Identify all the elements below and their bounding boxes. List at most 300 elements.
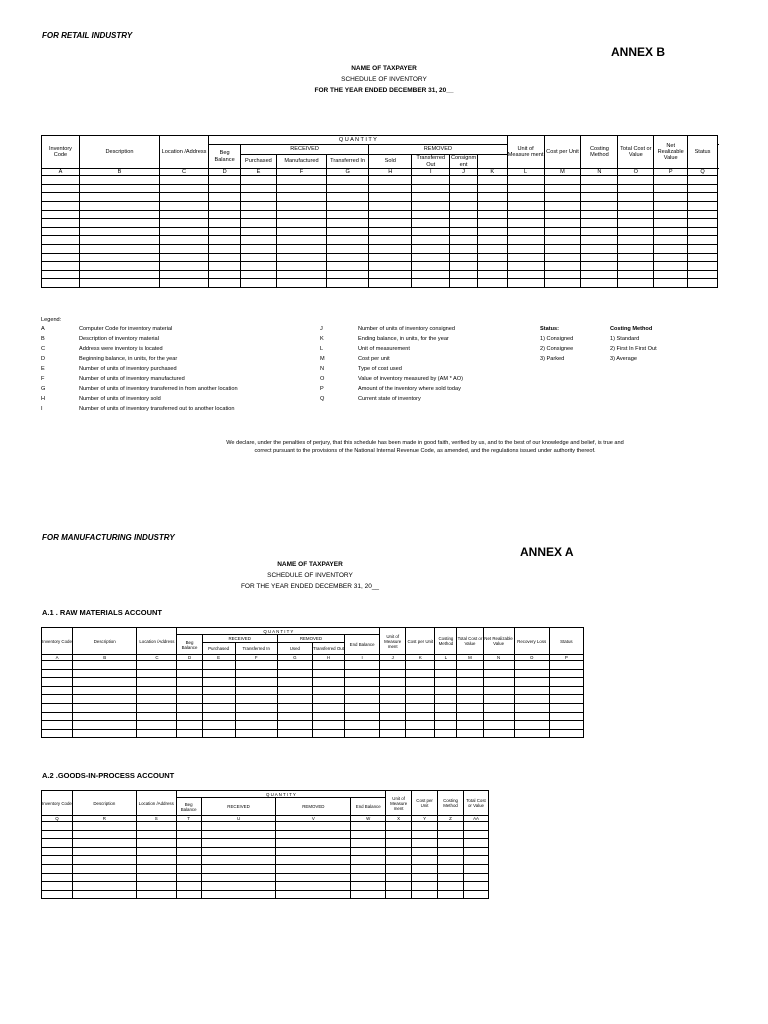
column-letter: M — [457, 655, 483, 661]
received-header: RECEIVED — [202, 635, 277, 643]
table-cell — [201, 822, 276, 831]
table-cell — [201, 830, 276, 839]
column-letter: M — [544, 169, 581, 176]
column-header: Description — [72, 791, 136, 816]
table-cell — [176, 839, 201, 848]
table-cell — [463, 847, 488, 856]
table-cell — [240, 270, 276, 279]
table-cell — [159, 262, 208, 271]
table-cell — [450, 184, 478, 193]
table-cell — [477, 193, 507, 202]
table-cell — [450, 210, 478, 219]
table-cell — [73, 703, 137, 712]
table-cell — [618, 236, 654, 245]
quantity-header: Q U A N T I T Y — [177, 628, 380, 635]
table-cell — [435, 729, 457, 738]
table-cell — [507, 210, 544, 219]
legend-key: O — [320, 376, 325, 382]
table-cell — [159, 245, 208, 254]
table-cell — [345, 686, 380, 695]
table-cell — [276, 830, 351, 839]
table-cell — [507, 245, 544, 254]
column-letter: R — [72, 816, 136, 822]
table-row — [42, 202, 718, 211]
column-header: Net Realizable Value — [483, 628, 514, 655]
table-cell — [450, 262, 478, 271]
table-cell — [412, 219, 450, 228]
table-cell — [277, 661, 312, 670]
table-row — [42, 176, 718, 185]
column-header: Total Cost or Value — [618, 136, 654, 169]
quantity-header: Q U A N T I T Y — [209, 136, 507, 145]
column-letter: W — [351, 816, 386, 822]
table-cell — [380, 695, 406, 704]
table-cell — [159, 184, 208, 193]
table-cell — [42, 678, 73, 687]
table-cell — [42, 236, 80, 245]
table-cell — [345, 661, 380, 670]
table-cell — [202, 678, 235, 687]
table-row — [42, 136, 718, 145]
table-cell — [544, 245, 581, 254]
table-cell — [514, 678, 549, 687]
table-cell — [477, 262, 507, 271]
table-cell — [327, 184, 369, 193]
table-cell — [73, 678, 137, 687]
table-cell — [201, 882, 276, 891]
table-cell — [72, 847, 136, 856]
table-cell — [369, 253, 412, 262]
table-cell — [276, 202, 326, 211]
table-cell — [380, 703, 406, 712]
table-cell — [438, 856, 464, 865]
table-cell — [79, 279, 159, 288]
table-cell — [42, 873, 73, 882]
table-cell — [235, 686, 277, 695]
costing-legend — [610, 324, 657, 364]
column-header: Transferred In — [327, 155, 369, 169]
table-cell — [79, 262, 159, 271]
table-cell — [507, 193, 544, 202]
letter-row — [42, 169, 718, 176]
table-cell — [73, 661, 137, 670]
table-cell — [235, 695, 277, 704]
column-letter: L — [435, 655, 457, 661]
table-cell — [176, 847, 201, 856]
table-cell — [618, 193, 654, 202]
table-cell — [688, 270, 718, 279]
table-cell — [386, 882, 412, 891]
table-cell — [136, 856, 176, 865]
table-cell — [277, 678, 312, 687]
table-cell — [276, 839, 351, 848]
column-letter: I — [345, 655, 380, 661]
table-cell — [463, 864, 488, 873]
costing-method-item: 2) First In First Out — [610, 346, 657, 352]
column-letter: H — [369, 169, 412, 176]
table-cell — [159, 236, 208, 245]
table-cell — [137, 695, 177, 704]
table-cell — [581, 184, 618, 193]
table-cell — [369, 176, 412, 185]
table-cell — [201, 856, 276, 865]
table-cell — [514, 712, 549, 721]
table-cell — [42, 695, 73, 704]
table-cell — [42, 661, 73, 670]
table-cell — [457, 712, 483, 721]
table-cell — [79, 210, 159, 219]
table-cell — [549, 712, 583, 721]
legend-key: E — [41, 366, 45, 372]
column-header: Location /Address — [136, 791, 176, 816]
table-cell — [136, 847, 176, 856]
goods-in-process-table — [41, 790, 489, 899]
column-letter: A — [42, 655, 73, 661]
table-cell — [438, 882, 464, 891]
table-cell — [412, 830, 438, 839]
table-cell — [688, 262, 718, 271]
column-header: End Balance — [345, 635, 380, 655]
table-cell — [688, 236, 718, 245]
table-cell — [438, 830, 464, 839]
table-cell — [507, 219, 544, 228]
table-cell — [380, 678, 406, 687]
table-cell — [406, 661, 435, 670]
table-cell — [450, 253, 478, 262]
table-cell — [654, 210, 688, 219]
table-cell — [42, 270, 80, 279]
column-header: Costing Method — [581, 136, 618, 169]
table-cell — [177, 661, 202, 670]
table-cell — [240, 236, 276, 245]
table-row — [42, 822, 489, 831]
table-cell — [654, 253, 688, 262]
table-cell — [477, 219, 507, 228]
table-cell — [327, 219, 369, 228]
table-cell — [42, 703, 73, 712]
received-header: RECEIVED — [240, 145, 368, 155]
declaration-line-2: correct pursuant to the provisions of the National Internal Revenue Code, as amended, and the regulations issued under authority thereof. — [254, 447, 596, 454]
legend-item — [320, 394, 463, 404]
table-cell — [406, 669, 435, 678]
table-cell — [386, 830, 412, 839]
table-cell — [209, 202, 241, 211]
table-cell — [276, 882, 351, 891]
column-header: Transferred Out — [312, 643, 344, 655]
table-cell — [380, 661, 406, 670]
table-cell — [483, 678, 514, 687]
table-cell — [276, 279, 326, 288]
table-cell — [159, 210, 208, 219]
table-cell — [549, 703, 583, 712]
table-cell — [136, 830, 176, 839]
table-cell — [202, 695, 235, 704]
table-cell — [581, 253, 618, 262]
column-letter: B — [73, 655, 137, 661]
table-cell — [544, 193, 581, 202]
column-letter: C — [137, 655, 177, 661]
table-cell — [312, 678, 344, 687]
legend-key: P — [320, 386, 324, 392]
table-cell — [507, 202, 544, 211]
table-cell — [201, 864, 276, 873]
table-cell — [312, 712, 344, 721]
table-cell — [618, 245, 654, 254]
table-cell — [202, 729, 235, 738]
table-cell — [72, 882, 136, 891]
table-cell — [435, 712, 457, 721]
table-cell — [327, 245, 369, 254]
column-letter: X — [386, 816, 412, 822]
column-header: Inventory Code — [42, 136, 80, 169]
table-cell — [386, 873, 412, 882]
legend-desc: Current state of inventory — [358, 396, 421, 402]
table-cell — [72, 890, 136, 899]
table-cell — [549, 686, 583, 695]
table-cell — [435, 703, 457, 712]
column-letter: O — [514, 655, 549, 661]
table-row — [42, 712, 584, 721]
legend-title: Legend: — [41, 317, 62, 323]
table-cell — [345, 678, 380, 687]
column-letter: A — [42, 169, 80, 176]
table-cell — [42, 890, 73, 899]
table-cell — [412, 262, 450, 271]
column-header: Beg Balance — [177, 635, 202, 655]
table-cell — [463, 882, 488, 891]
table-cell — [457, 721, 483, 730]
table-cell — [240, 184, 276, 193]
table-cell — [176, 856, 201, 865]
table-cell — [581, 279, 618, 288]
table-cell — [581, 193, 618, 202]
table-cell — [412, 176, 450, 185]
table-cell — [79, 184, 159, 193]
table-cell — [72, 839, 136, 848]
costing-method-title: Costing Method — [610, 326, 653, 332]
table-cell — [654, 279, 688, 288]
table-cell — [412, 270, 450, 279]
table-cell — [42, 721, 73, 730]
table-cell — [277, 721, 312, 730]
column-letter: N — [483, 655, 514, 661]
table-row — [42, 262, 718, 271]
table-cell — [327, 176, 369, 185]
column-letter: V — [276, 816, 351, 822]
removed-header: REMOVED — [369, 145, 507, 155]
table-cell — [276, 270, 326, 279]
column-header: Transferred Out — [412, 155, 450, 169]
table-cell — [618, 253, 654, 262]
table-cell — [450, 202, 478, 211]
table-cell — [209, 184, 241, 193]
table-row — [42, 729, 584, 738]
table-cell — [72, 830, 136, 839]
raw-materials-title: A.1 . RAW MATERIALS ACCOUNT — [42, 608, 162, 617]
column-header: RECEIVED — [201, 798, 276, 816]
table-cell — [159, 253, 208, 262]
table-cell — [507, 236, 544, 245]
table-cell — [386, 822, 412, 831]
table-cell — [276, 184, 326, 193]
table-row — [42, 678, 584, 687]
table-cell — [277, 712, 312, 721]
table-cell — [514, 661, 549, 670]
table-cell — [688, 253, 718, 262]
table-cell — [477, 245, 507, 254]
table-cell — [177, 703, 202, 712]
table-row — [42, 236, 718, 245]
legend-key: K — [320, 336, 324, 342]
table-cell — [369, 227, 412, 236]
table-row — [42, 830, 489, 839]
table-cell — [507, 184, 544, 193]
table-cell — [581, 236, 618, 245]
table-cell — [483, 669, 514, 678]
table-cell — [136, 864, 176, 873]
table-cell — [276, 890, 351, 899]
table-cell — [73, 686, 137, 695]
column-letter: G — [277, 655, 312, 661]
table-row — [42, 253, 718, 262]
taxpayer-name: NAME OF TAXPAYER — [351, 65, 417, 72]
table-cell — [549, 661, 583, 670]
table-cell — [276, 227, 326, 236]
table-cell — [351, 882, 386, 891]
table-cell — [345, 703, 380, 712]
table-cell — [136, 890, 176, 899]
table-cell — [483, 721, 514, 730]
table-row — [42, 279, 718, 288]
column-header: Used — [277, 643, 312, 655]
table-cell — [201, 839, 276, 848]
table-cell — [79, 253, 159, 262]
table-cell — [477, 270, 507, 279]
table-cell — [79, 176, 159, 185]
table-cell — [581, 245, 618, 254]
table-cell — [463, 830, 488, 839]
table-cell — [406, 686, 435, 695]
table-cell — [618, 279, 654, 288]
table-cell — [276, 822, 351, 831]
table-cell — [581, 210, 618, 219]
table-cell — [412, 227, 450, 236]
table-cell — [369, 219, 412, 228]
table-cell — [463, 856, 488, 865]
column-letter: K — [477, 169, 507, 176]
table-cell — [581, 219, 618, 228]
table-cell — [42, 729, 73, 738]
column-letter: U — [201, 816, 276, 822]
table-cell — [240, 227, 276, 236]
table-cell — [386, 864, 412, 873]
table-row — [42, 193, 718, 202]
table-cell — [549, 721, 583, 730]
table-cell — [688, 202, 718, 211]
table-cell — [549, 678, 583, 687]
legend-left — [41, 324, 238, 414]
legend-desc: Amount of the inventory where sold today — [358, 386, 461, 392]
table-cell — [483, 661, 514, 670]
table-cell — [202, 703, 235, 712]
table-cell — [42, 279, 80, 288]
table-cell — [240, 202, 276, 211]
table-cell — [42, 856, 73, 865]
table-cell — [477, 210, 507, 219]
table-cell — [618, 219, 654, 228]
status-item: 2) Consignee — [540, 346, 574, 352]
column-header: Status — [688, 136, 718, 169]
legend-desc: Beginning balance, in units, for the year — [79, 356, 178, 362]
legend-right — [320, 324, 463, 404]
column-header: Costing Method — [438, 791, 464, 816]
table-cell — [581, 176, 618, 185]
table-cell — [42, 712, 73, 721]
table-cell — [450, 279, 478, 288]
table-cell — [386, 890, 412, 899]
table-cell — [412, 236, 450, 245]
column-letter: D — [177, 655, 202, 661]
table-cell — [507, 279, 544, 288]
table-cell — [463, 890, 488, 899]
table-cell — [277, 669, 312, 678]
legend-key: H — [41, 396, 46, 402]
table-cell — [176, 882, 201, 891]
table-cell — [345, 695, 380, 704]
table-cell — [412, 873, 438, 882]
table-cell — [581, 270, 618, 279]
table-cell — [457, 678, 483, 687]
table-cell — [312, 703, 344, 712]
table-cell — [201, 890, 276, 899]
table-cell — [618, 227, 654, 236]
table-cell — [276, 253, 326, 262]
table-cell — [406, 729, 435, 738]
column-header: Inventory Code — [42, 628, 73, 655]
table-cell — [549, 669, 583, 678]
column-letter: B — [79, 169, 159, 176]
legend-key: L — [320, 346, 324, 352]
table-cell — [544, 270, 581, 279]
table-cell — [457, 729, 483, 738]
legend-item — [320, 364, 463, 374]
table-cell — [412, 839, 438, 848]
table-cell — [42, 669, 73, 678]
table-cell — [137, 729, 177, 738]
table-cell — [235, 669, 277, 678]
table-cell — [277, 686, 312, 695]
table-cell — [42, 262, 80, 271]
table-cell — [202, 712, 235, 721]
table-cell — [137, 669, 177, 678]
table-cell — [618, 202, 654, 211]
table-cell — [450, 227, 478, 236]
table-cell — [406, 721, 435, 730]
table-cell — [457, 669, 483, 678]
table-cell — [276, 262, 326, 271]
table-cell — [549, 695, 583, 704]
table-cell — [277, 695, 312, 704]
table-cell — [202, 686, 235, 695]
table-cell — [477, 227, 507, 236]
table-cell — [618, 176, 654, 185]
table-cell — [380, 686, 406, 695]
table-cell — [654, 184, 688, 193]
table-row — [42, 890, 489, 899]
table-cell — [507, 262, 544, 271]
table-cell — [312, 669, 344, 678]
table-cell — [688, 219, 718, 228]
